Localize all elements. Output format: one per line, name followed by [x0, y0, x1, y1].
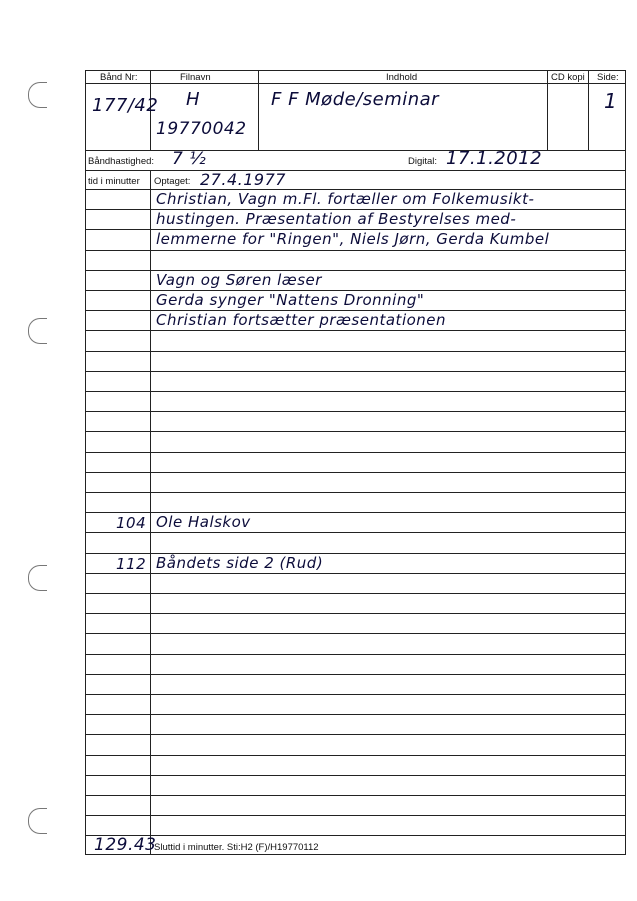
entry-row — [86, 391, 625, 411]
entry-row — [86, 411, 625, 431]
punch-hole-1 — [28, 82, 47, 108]
entry-row — [86, 512, 625, 532]
entry-row — [86, 532, 625, 552]
side-value: 1 — [604, 89, 618, 113]
entry-text: Vagn og Søren læser — [156, 270, 322, 289]
filnavn-value-line1: H — [186, 89, 201, 110]
indhold-label: Indhold — [386, 72, 418, 83]
entry-text: hustingen. Præsentation af Bestyrelses med- — [156, 210, 517, 229]
entry-text: Christian, Vagn m.Fl. fortæller om Folkemusikt- — [156, 190, 535, 208]
entry-row — [86, 694, 625, 714]
entry-row — [86, 371, 625, 391]
entry-row — [86, 452, 625, 472]
entry-row — [86, 633, 625, 653]
entry-row — [86, 674, 625, 694]
entry-row — [86, 310, 625, 330]
entry-row — [86, 593, 625, 613]
indhold-value: F F Møde/seminar — [271, 89, 440, 110]
entry-row — [86, 613, 625, 633]
filnavn-value-line2: 19770042 — [156, 119, 247, 139]
bandhastighed-value: 7 ½ — [172, 149, 207, 169]
entry-text: Christian fortsætter præsentationen — [156, 311, 447, 330]
tape-log-form — [85, 70, 626, 855]
entry-time: 112 — [116, 554, 147, 573]
tid-label: tid i minutter — [88, 176, 140, 187]
filnavn-label: Filnavn — [180, 72, 211, 83]
entry-text: lemmerne for "Ringen", Niels Jørn, Gerda Kumbel — [156, 230, 550, 249]
entry-row — [86, 573, 625, 593]
digital-label: Digital: — [408, 156, 438, 167]
bandhastighed-label: Båndhastighed: — [88, 156, 155, 167]
optaget-label: Optaget: — [154, 176, 191, 187]
entry-row — [86, 714, 625, 734]
entry-row — [86, 330, 625, 350]
entry-row — [86, 492, 625, 512]
band-nr-label: Bånd Nr: — [100, 72, 138, 83]
entry-row — [86, 189, 625, 209]
entry-text: Gerda synger "Nattens Dronning" — [156, 291, 425, 309]
entry-row — [86, 472, 625, 492]
cd-kopi-label: CD kopi — [551, 72, 585, 83]
entry-row — [86, 775, 625, 795]
entry-row — [86, 654, 625, 674]
entry-row — [86, 250, 625, 270]
entry-row — [86, 209, 625, 229]
entry-row — [86, 270, 625, 290]
entry-time: 104 — [116, 514, 147, 533]
punch-hole-3 — [28, 565, 47, 591]
band-nr-value: 177/42 — [92, 95, 159, 116]
entry-row — [86, 351, 625, 371]
entry-row — [86, 755, 625, 775]
punch-hole-4 — [28, 808, 47, 834]
footer-time: 129.43 — [94, 835, 157, 855]
entry-text: Båndets side 2 (Rud) — [156, 553, 324, 572]
optaget-value: 27.4.1977 — [200, 170, 286, 189]
digital-value: 17.1.2012 — [446, 148, 543, 169]
entry-row — [86, 795, 625, 815]
entry-text: Ole Halskov — [156, 513, 251, 532]
entry-row — [86, 229, 625, 249]
entry-row — [86, 815, 625, 835]
entry-row — [86, 734, 625, 754]
side-label: Side: — [597, 72, 619, 83]
punch-hole-2 — [28, 318, 47, 344]
footer-text: Sluttid i minutter. Sti:H2 (F)/H19770112 — [154, 842, 319, 853]
entry-row — [86, 431, 625, 451]
entry-row — [86, 553, 625, 573]
entry-row — [86, 290, 625, 310]
